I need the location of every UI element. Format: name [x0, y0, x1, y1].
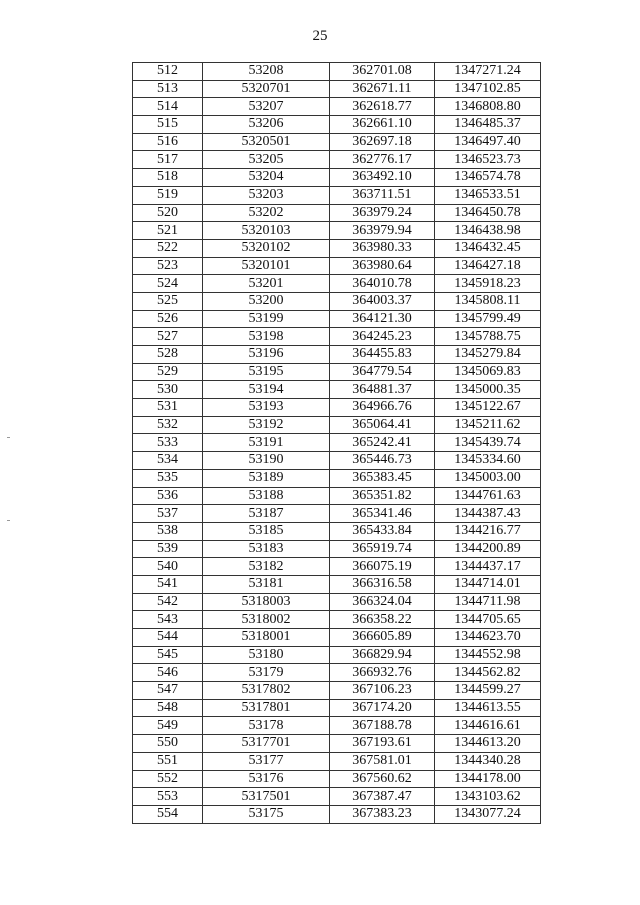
point-index-cell: 527	[133, 328, 203, 346]
y-coordinate-cell: 1345918.23	[435, 275, 541, 293]
y-coordinate-cell: 1345000.35	[435, 381, 541, 399]
coordinates-table	[132, 62, 541, 824]
table-row	[133, 717, 541, 735]
y-coordinate-cell: 1345439.74	[435, 434, 541, 452]
table-row	[133, 310, 541, 328]
x-coordinate-cell: 362661.10	[330, 116, 435, 134]
table-row	[133, 805, 541, 823]
table-row	[133, 169, 541, 187]
point-id-cell: 5320101	[203, 257, 330, 275]
x-coordinate-cell: 367560.62	[330, 770, 435, 788]
point-id-cell: 53196	[203, 346, 330, 364]
table-row	[133, 257, 541, 275]
point-index-cell: 548	[133, 699, 203, 717]
table-row	[133, 328, 541, 346]
point-id-cell: 53193	[203, 399, 330, 417]
table-row	[133, 558, 541, 576]
table-row	[133, 381, 541, 399]
x-coordinate-cell: 362701.08	[330, 63, 435, 81]
point-id-cell: 53181	[203, 575, 330, 593]
table-row	[133, 222, 541, 240]
point-index-cell: 517	[133, 151, 203, 169]
table-row	[133, 204, 541, 222]
table-row	[133, 770, 541, 788]
table-row	[133, 611, 541, 629]
coordinates-table-body	[133, 63, 541, 824]
point-index-cell: 543	[133, 611, 203, 629]
x-coordinate-cell: 366605.89	[330, 629, 435, 647]
point-id-cell: 53192	[203, 416, 330, 434]
table-row	[133, 699, 541, 717]
point-index-cell: 516	[133, 133, 203, 151]
point-id-cell: 53200	[203, 292, 330, 310]
table-row	[133, 752, 541, 770]
point-index-cell: 515	[133, 116, 203, 134]
x-coordinate-cell: 364010.78	[330, 275, 435, 293]
y-coordinate-cell: 1346533.51	[435, 186, 541, 204]
table-row	[133, 133, 541, 151]
y-coordinate-cell: 1346497.40	[435, 133, 541, 151]
table-row	[133, 505, 541, 523]
x-coordinate-cell: 363980.33	[330, 239, 435, 257]
x-coordinate-cell: 364003.37	[330, 292, 435, 310]
table-row	[133, 416, 541, 434]
table-row	[133, 151, 541, 169]
y-coordinate-cell: 1344562.82	[435, 664, 541, 682]
point-id-cell: 5317802	[203, 682, 330, 700]
point-id-cell: 53180	[203, 646, 330, 664]
y-coordinate-cell: 1346485.37	[435, 116, 541, 134]
table-row	[133, 98, 541, 116]
point-index-cell: 553	[133, 788, 203, 806]
x-coordinate-cell: 362697.18	[330, 133, 435, 151]
point-id-cell: 53201	[203, 275, 330, 293]
point-index-cell: 536	[133, 487, 203, 505]
table-row	[133, 292, 541, 310]
y-coordinate-cell: 1344616.61	[435, 717, 541, 735]
y-coordinate-cell: 1344437.17	[435, 558, 541, 576]
point-index-cell: 529	[133, 363, 203, 381]
x-coordinate-cell: 364966.76	[330, 399, 435, 417]
x-coordinate-cell: 363492.10	[330, 169, 435, 187]
x-coordinate-cell: 366358.22	[330, 611, 435, 629]
x-coordinate-cell: 364881.37	[330, 381, 435, 399]
y-coordinate-cell: 1345808.11	[435, 292, 541, 310]
y-coordinate-cell: 1344599.27	[435, 682, 541, 700]
y-coordinate-cell: 1344552.98	[435, 646, 541, 664]
point-id-cell: 53203	[203, 186, 330, 204]
y-coordinate-cell: 1345279.84	[435, 346, 541, 364]
table-row	[133, 346, 541, 364]
point-id-cell: 53176	[203, 770, 330, 788]
point-index-cell: 537	[133, 505, 203, 523]
point-index-cell: 538	[133, 522, 203, 540]
y-coordinate-cell: 1344714.01	[435, 575, 541, 593]
y-coordinate-cell: 1344340.28	[435, 752, 541, 770]
point-index-cell: 525	[133, 292, 203, 310]
x-coordinate-cell: 364121.30	[330, 310, 435, 328]
x-coordinate-cell: 366829.94	[330, 646, 435, 664]
table-row	[133, 575, 541, 593]
table-row	[133, 664, 541, 682]
table-row	[133, 646, 541, 664]
point-id-cell: 5317701	[203, 735, 330, 753]
y-coordinate-cell: 1344613.20	[435, 735, 541, 753]
x-coordinate-cell: 364245.23	[330, 328, 435, 346]
y-coordinate-cell: 1344387.43	[435, 505, 541, 523]
x-coordinate-cell: 367106.23	[330, 682, 435, 700]
table-row	[133, 116, 541, 134]
y-coordinate-cell: 1344711.98	[435, 593, 541, 611]
y-coordinate-cell: 1344200.89	[435, 540, 541, 558]
x-coordinate-cell: 365919.74	[330, 540, 435, 558]
point-index-cell: 532	[133, 416, 203, 434]
x-coordinate-cell: 364779.54	[330, 363, 435, 381]
point-id-cell: 53204	[203, 169, 330, 187]
point-id-cell: 53183	[203, 540, 330, 558]
point-index-cell: 546	[133, 664, 203, 682]
point-index-cell: 545	[133, 646, 203, 664]
table-row	[133, 80, 541, 98]
x-coordinate-cell: 362776.17	[330, 151, 435, 169]
table-row	[133, 735, 541, 753]
x-coordinate-cell: 367387.47	[330, 788, 435, 806]
y-coordinate-cell: 1345122.67	[435, 399, 541, 417]
point-index-cell: 512	[133, 63, 203, 81]
point-id-cell: 53208	[203, 63, 330, 81]
x-coordinate-cell: 367581.01	[330, 752, 435, 770]
point-id-cell: 53190	[203, 452, 330, 470]
x-coordinate-cell: 367193.61	[330, 735, 435, 753]
x-coordinate-cell: 367188.78	[330, 717, 435, 735]
x-coordinate-cell: 363711.51	[330, 186, 435, 204]
point-index-cell: 513	[133, 80, 203, 98]
point-index-cell: 540	[133, 558, 203, 576]
point-id-cell: 5318003	[203, 593, 330, 611]
point-id-cell: 53187	[203, 505, 330, 523]
table-row	[133, 522, 541, 540]
x-coordinate-cell: 367174.20	[330, 699, 435, 717]
y-coordinate-cell: 1344623.70	[435, 629, 541, 647]
x-coordinate-cell: 366075.19	[330, 558, 435, 576]
margin-mark	[7, 520, 10, 521]
x-coordinate-cell: 365351.82	[330, 487, 435, 505]
point-id-cell: 5320501	[203, 133, 330, 151]
x-coordinate-cell: 365242.41	[330, 434, 435, 452]
point-id-cell: 53205	[203, 151, 330, 169]
point-index-cell: 539	[133, 540, 203, 558]
x-coordinate-cell: 365446.73	[330, 452, 435, 470]
point-index-cell: 550	[133, 735, 203, 753]
point-id-cell: 5320701	[203, 80, 330, 98]
point-index-cell: 521	[133, 222, 203, 240]
y-coordinate-cell: 1347102.85	[435, 80, 541, 98]
point-id-cell: 53179	[203, 664, 330, 682]
point-index-cell: 514	[133, 98, 203, 116]
x-coordinate-cell: 365383.45	[330, 469, 435, 487]
point-index-cell: 552	[133, 770, 203, 788]
table-row	[133, 469, 541, 487]
x-coordinate-cell: 366316.58	[330, 575, 435, 593]
table-row	[133, 434, 541, 452]
x-coordinate-cell: 365433.84	[330, 522, 435, 540]
table-row	[133, 788, 541, 806]
point-index-cell: 541	[133, 575, 203, 593]
point-id-cell: 53207	[203, 98, 330, 116]
y-coordinate-cell: 1343077.24	[435, 805, 541, 823]
table-row	[133, 452, 541, 470]
point-index-cell: 547	[133, 682, 203, 700]
table-row	[133, 399, 541, 417]
y-coordinate-cell: 1346432.45	[435, 239, 541, 257]
point-index-cell: 524	[133, 275, 203, 293]
table-row	[133, 487, 541, 505]
y-coordinate-cell: 1346574.78	[435, 169, 541, 187]
y-coordinate-cell: 1345334.60	[435, 452, 541, 470]
point-id-cell: 53177	[203, 752, 330, 770]
point-index-cell: 531	[133, 399, 203, 417]
table-row	[133, 682, 541, 700]
x-coordinate-cell: 363979.24	[330, 204, 435, 222]
point-index-cell: 542	[133, 593, 203, 611]
table-row	[133, 629, 541, 647]
y-coordinate-cell: 1346438.98	[435, 222, 541, 240]
point-index-cell: 528	[133, 346, 203, 364]
point-id-cell: 5320102	[203, 239, 330, 257]
y-coordinate-cell: 1344216.77	[435, 522, 541, 540]
x-coordinate-cell: 366932.76	[330, 664, 435, 682]
point-index-cell: 519	[133, 186, 203, 204]
y-coordinate-cell: 1344761.63	[435, 487, 541, 505]
point-id-cell: 53206	[203, 116, 330, 134]
point-id-cell: 5318001	[203, 629, 330, 647]
x-coordinate-cell: 367383.23	[330, 805, 435, 823]
point-index-cell: 535	[133, 469, 203, 487]
point-index-cell: 551	[133, 752, 203, 770]
point-id-cell: 53185	[203, 522, 330, 540]
y-coordinate-cell: 1343103.62	[435, 788, 541, 806]
y-coordinate-cell: 1344613.55	[435, 699, 541, 717]
x-coordinate-cell: 364455.83	[330, 346, 435, 364]
point-index-cell: 520	[133, 204, 203, 222]
point-index-cell: 554	[133, 805, 203, 823]
point-id-cell: 53199	[203, 310, 330, 328]
x-coordinate-cell: 363979.94	[330, 222, 435, 240]
x-coordinate-cell: 365064.41	[330, 416, 435, 434]
point-id-cell: 5318002	[203, 611, 330, 629]
table-row	[133, 275, 541, 293]
y-coordinate-cell: 1346450.78	[435, 204, 541, 222]
point-index-cell: 549	[133, 717, 203, 735]
point-index-cell: 533	[133, 434, 203, 452]
point-index-cell: 522	[133, 239, 203, 257]
margin-mark	[7, 437, 10, 438]
y-coordinate-cell: 1346427.18	[435, 257, 541, 275]
point-id-cell: 5317501	[203, 788, 330, 806]
y-coordinate-cell: 1346523.73	[435, 151, 541, 169]
y-coordinate-cell: 1344705.65	[435, 611, 541, 629]
point-id-cell: 53182	[203, 558, 330, 576]
x-coordinate-cell: 362671.11	[330, 80, 435, 98]
point-id-cell: 53195	[203, 363, 330, 381]
point-index-cell: 544	[133, 629, 203, 647]
point-id-cell: 53191	[203, 434, 330, 452]
point-id-cell: 53189	[203, 469, 330, 487]
y-coordinate-cell: 1345211.62	[435, 416, 541, 434]
y-coordinate-cell: 1344178.00	[435, 770, 541, 788]
point-index-cell: 534	[133, 452, 203, 470]
table-row	[133, 63, 541, 81]
point-id-cell: 53178	[203, 717, 330, 735]
table-row	[133, 186, 541, 204]
point-index-cell: 518	[133, 169, 203, 187]
x-coordinate-cell: 363980.64	[330, 257, 435, 275]
point-id-cell: 53175	[203, 805, 330, 823]
x-coordinate-cell: 366324.04	[330, 593, 435, 611]
y-coordinate-cell: 1345799.49	[435, 310, 541, 328]
y-coordinate-cell: 1346808.80	[435, 98, 541, 116]
y-coordinate-cell: 1345003.00	[435, 469, 541, 487]
point-index-cell: 523	[133, 257, 203, 275]
y-coordinate-cell: 1345788.75	[435, 328, 541, 346]
table-row	[133, 593, 541, 611]
table-row	[133, 363, 541, 381]
point-id-cell: 5320103	[203, 222, 330, 240]
point-index-cell: 526	[133, 310, 203, 328]
point-index-cell: 530	[133, 381, 203, 399]
point-id-cell: 53188	[203, 487, 330, 505]
x-coordinate-cell: 362618.77	[330, 98, 435, 116]
point-id-cell: 5317801	[203, 699, 330, 717]
point-id-cell: 53198	[203, 328, 330, 346]
x-coordinate-cell: 365341.46	[330, 505, 435, 523]
table-row	[133, 540, 541, 558]
y-coordinate-cell: 1345069.83	[435, 363, 541, 381]
table-row	[133, 239, 541, 257]
point-id-cell: 53202	[203, 204, 330, 222]
y-coordinate-cell: 1347271.24	[435, 63, 541, 81]
page-number: 25	[312, 28, 328, 44]
point-id-cell: 53194	[203, 381, 330, 399]
